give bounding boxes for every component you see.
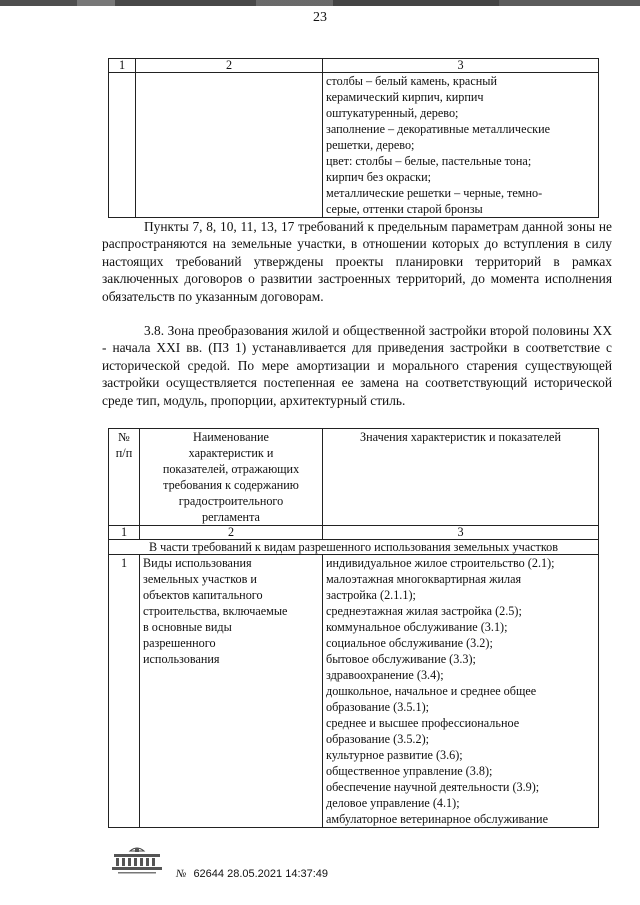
number-cell: 3 — [323, 526, 599, 540]
doc-number: 62644 — [193, 868, 225, 880]
table-row — [109, 555, 599, 828]
main-table — [108, 428, 599, 828]
row-value-line: среднеэтажная жилая застройка (2.5); — [326, 604, 522, 618]
top-table-header-1: 1 — [109, 59, 136, 73]
row-value-line: образование (3.5.1); — [326, 700, 430, 714]
row-value-line: образование (3.5.2); — [326, 732, 430, 746]
head-values-cell: Значения характеристик и показателей — [323, 429, 599, 526]
row-values — [323, 555, 599, 828]
top-table-line: металлические решетки – черные, темно- — [326, 186, 543, 200]
top-table-header-row — [109, 59, 599, 73]
top-table-line: серые, оттенки старой бронзы — [326, 202, 483, 216]
paragraph-exceptions: Пункты 7, 8, 10, 11, 13, 17 требований к предельным параметрам данной зоны не распространяются на земельные участки, в отношении которых до вступления в силу настоящих требований утверждены проекты планировки территорий в рамках заключенных договоров о развитии застроенных территорий, до момента исполнения обязательств по указанным договорам. — [102, 219, 612, 304]
top-table-cell-1 — [109, 73, 136, 218]
main-table-head-row — [109, 429, 599, 526]
section-title: В части требований к видам разрешенного использования земельных участков — [109, 540, 599, 555]
main-table-section-row — [109, 540, 599, 555]
doc-timestamp: 28.05.2021 14:37:49 — [227, 868, 329, 880]
top-table — [108, 58, 599, 218]
row-number: 1 — [109, 555, 140, 828]
row-value-line: бытовое обслуживание (3.3); — [326, 652, 476, 666]
head-name-line: требования к содержанию — [163, 478, 299, 492]
row-value-line: индивидуальное жилое строительство (2.1); — [326, 556, 555, 570]
row-value-line: коммунальное обслуживание (3.1); — [326, 620, 508, 634]
row-name-line: Виды использования — [143, 556, 252, 570]
top-table-line: решетки, дерево; — [326, 138, 415, 152]
row-value-line: деловое управление (4.1); — [326, 796, 460, 810]
row-value-line: застройка (2.1.1); — [326, 588, 416, 602]
top-table-cell-3 — [323, 73, 599, 218]
row-name-line: строительства, включаемые — [143, 604, 288, 618]
head-name-line: регламента — [202, 510, 260, 524]
row-name-line: в основные виды — [143, 620, 232, 634]
row-value-line: общественное управление (3.8); — [326, 764, 493, 778]
row-value-line: обеспечение научной деятельности (3.9); — [326, 780, 540, 794]
row-name-line: использования — [143, 652, 220, 666]
head-name-cell — [140, 429, 323, 526]
scan-edge — [0, 0, 640, 6]
head-name-line: показателей, отражающих — [162, 462, 300, 476]
top-table-line: столбы – белый камень, красный — [326, 74, 497, 88]
row-name-line: объектов капитального — [143, 588, 263, 602]
main-table-number-row — [109, 526, 599, 540]
row-value-line: социальное обслуживание (3.2); — [326, 636, 493, 650]
row-value-line: здравоохранение (3.4); — [326, 668, 444, 682]
head-number-cell — [109, 429, 140, 526]
top-table-line: заполнение – декоративные металлические — [326, 122, 551, 136]
number-cell: 2 — [140, 526, 323, 540]
top-table-cell-2 — [136, 73, 323, 218]
row-name-line: земельных участков и — [143, 572, 257, 586]
page-number: 23 — [313, 10, 327, 25]
top-table-line: кирпич без окраски; — [326, 170, 431, 184]
row-name — [140, 555, 323, 828]
number-sign: № — [176, 868, 187, 880]
head-name-line: характеристик и — [188, 446, 274, 460]
head-name-line: градостроительного — [178, 494, 284, 508]
top-table-row — [109, 73, 599, 218]
top-table-header-2: 2 — [136, 59, 323, 73]
top-table-line: цвет: столбы – белые, пастельные тона; — [326, 154, 532, 168]
row-value-line: среднее и высшее профессиональное — [326, 716, 520, 730]
number-cell: 1 — [109, 526, 140, 540]
top-table-header-3: 3 — [323, 59, 599, 73]
paragraph-zone-3-8: 3.8. Зона преобразования жилой и общественной застройки второй половины XX - начала XXI вв. (ПЗ 1) устанавливается для приведения застройки в соответствие с исторической средой. По мере амортизации и морального старения существующей застройки осуществляется постепенная ее замена на соответствующий исторической среде тип, модуль, пропорции, архитектурный стиль. — [102, 323, 612, 408]
head-number-line: № — [118, 430, 130, 444]
row-value-line: культурное развитие (3.6); — [326, 748, 463, 762]
row-name-line: разрешенного — [143, 636, 216, 650]
row-value-line: амбулаторное ветеринарное обслуживание — [326, 812, 548, 826]
head-number-line: п/п — [115, 446, 133, 460]
row-value-line: дошкольное, начальное и среднее общее — [326, 684, 537, 698]
row-value-line: малоэтажная многоквартирная жилая — [326, 572, 522, 586]
head-name-line: Наименование — [193, 430, 269, 444]
top-table-line: керамический кирпич, кирпич — [326, 90, 484, 104]
top-table-line: оштукатуренный, дерево; — [326, 106, 459, 120]
building-stamp-icon — [108, 845, 166, 877]
document-reference — [176, 868, 328, 880]
